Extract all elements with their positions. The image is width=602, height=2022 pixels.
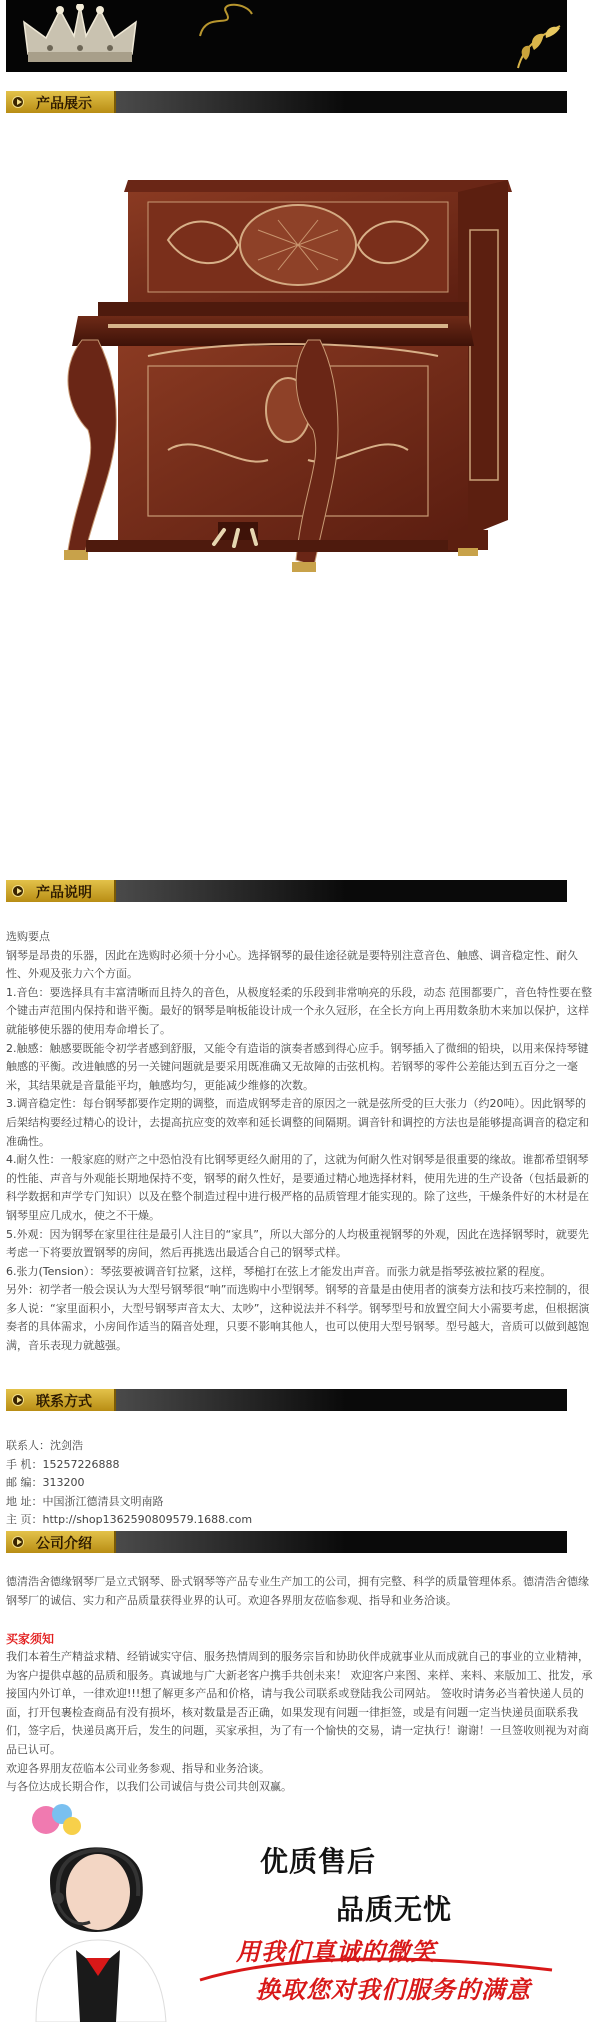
company-intro: 德清浩舍德缘钢琴厂是立式钢琴、卧式钢琴等产品专业生产加工的公司，拥有完整、科学的质量管理体系。德清浩舍德缘钢琴厂的诚信、实力和产品质量获得业界的认可。欢迎各界朋友莅临参观、指导和业务洽谈。 <box>6 1575 589 1607</box>
service-headline: 优质售后 <box>260 1845 377 1878</box>
notice-text <box>6 1648 596 1797</box>
description-paragraph: 3.调音稳定性：每台钢琴都要作定期的调整，而造成钢琴走音的原因之一就是弦所受的巨大张力（约20吨）。因此钢琴的后架结构要经过精心的设计，去提高抗应变的效率和延长调整的间隔期。调音针和调控的方法也是能够提高调音的稳定和准确性。 <box>6 1097 589 1148</box>
description-paragraph: 钢琴是昂贵的乐器，因此在选购时必须十分小心。选择钢琴的最佳途径就是要特别注意音色、触感、调音稳定性、耐久性、外观及张力六个方面。 <box>6 948 578 981</box>
description-paragraph: 1.音色：要选择具有丰富清晰而且持久的音色，从极度轻柔的乐段到非常响亮的乐段，动态 范围都要广，音色特性要在整个键击声范围内保持和谐平衡。最好的钢琴是响板能设计成一个永久冠形，在全长方向上再用数条肋木来加以保护，这样就能够使乐器的使用寿命增长了。 <box>6 985 592 1036</box>
contact-address: 地 址：中国浙江德清县文明南路 <box>6 1494 164 1508</box>
section-title: 产品展示 <box>36 96 92 112</box>
notice-paragraph: 我们本着生产精益求精、经销诚实守信、服务热情周到的服务宗旨和协助伙伴成就事业从而成就自己的事业的立业精神，为客户提供卓越的品质和服务。真诚地与广大新老客户携手共创未来！ 欢迎客户来图、来样、来料、来版加工、批发，承接国内外订单，一律欢迎!!!想了解更多产品和价格，请与我公司联系或登陆我公司网站。 签收时请务必当着快递人员的面，打开包裹检查商品有没有损坏，核对数量是否正确，如果发现有问题一律拒签，或是有问题一定当快递员面联系我们，签字后，快递员离开后，发生的问题，买家承担，为了有一个愉快的交易，请一定执行！谢谢！一旦签收则视为对商品已认可。 <box>6 1650 593 1756</box>
service-slogan-line2: 换取您对我们服务的满意 <box>256 1975 531 2004</box>
piano-product-image <box>38 170 548 650</box>
leaf-ornament-icon <box>514 24 564 70</box>
notice-title: 买家须知 <box>6 1632 55 1646</box>
section-title: 产品说明 <box>36 885 92 901</box>
description-paragraph: 5.外观：因为钢琴在家里往往是最引人注目的“家具”，所以大部分的人均极重视钢琴的外观，因此在选择钢琴时，就要先考虑一下将要放置钢琴的房间，然后再挑选出最适合自己的钢琴式样。 <box>6 1227 589 1260</box>
description-paragraph: 6.张力(Tension）：琴弦要被调音钉拉紧，这样，琴槌打在弦上才能发出声音。而张力就是指琴弦被拉紧的程度。 <box>6 1264 552 1278</box>
bullet-arrow-icon <box>12 1536 24 1548</box>
bullet-arrow-icon <box>12 885 24 897</box>
description-paragraph: 选购要点 <box>6 930 50 943</box>
crown-icon <box>20 4 140 66</box>
description-text <box>6 928 596 1356</box>
notice-paragraph: 与各位达成长期合作，以我们公司诚信与贵公司共创双赢。 <box>6 1780 292 1794</box>
notice-paragraph: 欢迎各界朋友莅临本公司业务参观、指导和业务洽谈。 <box>6 1761 270 1775</box>
top-banner <box>6 0 567 72</box>
service-slogan-line1: 用我们真诚的微笑 <box>236 1937 436 1966</box>
section-title: 联系方式 <box>36 1394 92 1410</box>
section-title: 公司介绍 <box>36 1536 92 1552</box>
section-header-description <box>6 880 567 902</box>
contact-person: 联系人：沈剑浩 <box>6 1439 83 1452</box>
contact-homepage-link[interactable]: 主 页：http://shop1362590809579.1688.com <box>6 1513 253 1526</box>
service-banner <box>6 1800 596 2022</box>
section-header-contact <box>6 1389 567 1411</box>
contact-info <box>6 1437 252 1530</box>
contact-mobile: 手 机：15257226888 <box>6 1457 120 1471</box>
quality-headline: 品质无忧 <box>336 1893 453 1926</box>
description-paragraph: 2.触感：触感要既能令初学者感到舒服，又能令有造诣的演奏者感到得心应手。钢琴插入了微细的铅块，以用来保持琴键触感的平衡。改进触感的另一关键问题就是要采用既准确又无故障的击弦机构。若钢琴的零件公差能达到五百分之一毫米，其结果就是音量能平均，触感均匀，更能减少维修的次数。 <box>6 1041 589 1092</box>
swirl-ornament-icon <box>196 0 256 40</box>
section-header-company <box>6 1531 567 1553</box>
bullet-arrow-icon <box>12 1394 24 1406</box>
description-paragraph: 4.耐久性：一般家庭的财产之中恐怕没有比钢琴更经久耐用的了，这就为何耐久性对钢琴是很重要的缘故。谁都希望钢琴的性能、声音与外观能长期地保持不变，钢琴的耐久性好，是要通过精心地选择材料，使用先进的生产设备（包括最新的科学数据和声学专门知识）以及在整个制造过程中进行极严格的品质管理才能实现的。除了这些，干燥条件好的木材是在钢琴里应几成水，使之不干燥。 <box>6 1153 589 1222</box>
bullet-arrow-icon <box>12 96 24 108</box>
section-header-products <box>6 91 567 113</box>
description-paragraph: 另外：初学者一般会误认为大型号钢琴很“响”而选购中小型钢琴。钢琴的音量是由使用者的演奏方法和技巧来控制的，很多人说：“家里面积小，大型号钢琴声音太大、太吵”，这种说法并不科学。钢琴型号和放置空间大小需要考虑，但根据演奏者的具体需求，小房间作适当的隔音处理，只要不影响其他人，也可以使用大型号钢琴。型号越大，音质可以做到越饱满，音乐表现力就越强。 <box>6 1283 590 1353</box>
contact-postcode: 邮 编：313200 <box>6 1476 85 1489</box>
